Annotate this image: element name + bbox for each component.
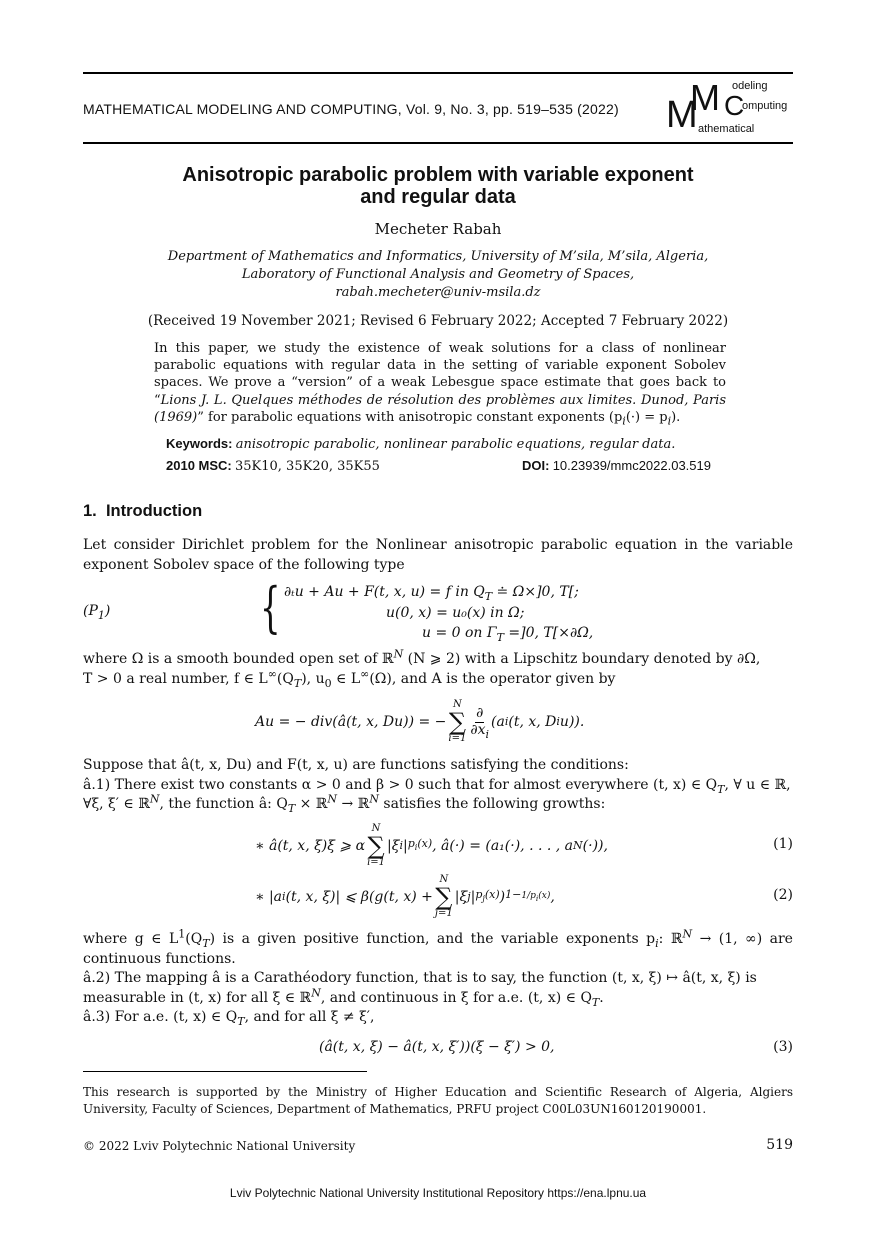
copyright: © 2022 Lviv Polytechnic National University bbox=[83, 1139, 356, 1153]
journal-logo: M M C odeling omputing athematical bbox=[666, 77, 788, 136]
conditions-continued: where g ∈ $L^1(Q_T)$ is a given positive function, and the variable exponents $p_i$: ℝ$^N$ → (1, ∞) are continuous functions. â.2) The mapping â is a Carathéodory function, that is to say, the function (t, x, ξ) ↦ â(t, x, ξ) is measurable in (t, x) for all ξ ∈ ℝ$^N$, and continuous in ξ for a.e. (t, x) ∈ $Q_T$. â.3) For a.e. (t, x) ∈ $Q_T$, and for all ξ ≠ ξ′, bbox=[83, 927, 793, 1029]
equation-1-number: (1) bbox=[773, 836, 793, 852]
journal-header bbox=[83, 101, 619, 117]
affiliation: Department of Mathematics and Informatics, University of M’sila, M’sila, Algeria, Laboratory of Functional Analysis and Geometry of Spaces, rabah.mecheter@univ-msila.dz bbox=[83, 248, 793, 302]
conditions-text: Suppose that â(t, x, Du) and F(t, x, u) are functions satisfying the conditions: â.1) There exist two constants α > 0 and β > 0 such that for almost everywhere (t, x) ∈ $Q_T$, ∀ u ∈ ℝ, ∀ξ, ξ′ ∈ ℝ$^N$, the function â: $Q_T$ × ℝ$^N$ → ℝ$^N$ satisfies the following growths: bbox=[83, 757, 791, 815]
doi: DOI: 10.23939/mmc2022.03.519 bbox=[522, 458, 711, 473]
intro-paragraph: Let consider Dirichlet problem for the Nonlinear anisotropic parabolic equation in the variable exponent Sobolev space of the following type bbox=[83, 537, 793, 573]
paper-title: Anisotropic parabolic problem with variable exponent and regular data bbox=[182, 164, 694, 208]
doi-link[interactable]: 10.23939/mmc2022.03.519 bbox=[552, 458, 711, 473]
problem-label: $(P_1)$ bbox=[83, 603, 111, 622]
volume-info: Vol. 9, No. 3, pp. 519–535 (2022) bbox=[405, 101, 619, 117]
header-top-rule bbox=[83, 72, 793, 74]
problem-system: ∂ₜu + Au + F(t, x, u) = f in $Q_T$ ≐ Ω×]0, T[; u(0, x) = u₀(x) in Ω; u = 0 on $\Gamma_T =]0$, T[×∂Ω, bbox=[284, 584, 594, 644]
journal-name: MATHEMATICAL MODELING AND COMPUTING, bbox=[83, 101, 402, 117]
author-email[interactable]: rabah.mecheter@univ-msila.dz bbox=[335, 285, 541, 300]
repository-footer[interactable]: Lviv Polytechnic National University Institutional Repository https://ena.lpnu.ua bbox=[229, 1186, 647, 1200]
received-dates: (Received 19 November 2021; Revised 6 February 2022; Accepted 7 February 2022) bbox=[147, 313, 729, 329]
header-bottom-rule bbox=[83, 142, 793, 144]
equation-2-number: (2) bbox=[773, 887, 793, 903]
equation-3-number: (3) bbox=[773, 1039, 793, 1055]
where-paragraph-1: where Ω is a smooth bounded open set of ℝ$^N$ (N ⩾ 2) with a Lipschitz boundary denoted by ∂Ω, T > 0 a real number, f ∈ $L^\infty(Q_T)$, $u_0$ ∈ L∞(Ω), and A is the operator given by bbox=[83, 647, 761, 690]
msc-codes: 2010 MSC: 35K10, 35K20, 35K55 bbox=[166, 458, 380, 474]
operator-equation: Au = − div(â(t, x, Du)) = − N ∑ i=1 $\frac{\partial}{\partial x_i}$ (a i (t, x, D i u)). bbox=[255, 699, 585, 744]
equation-1: ∗ â(t, x, ξ)ξ ⩾ α N ∑ i=1 |ξ i | $p_i(x)$ , â(·) = (a₁(·), . . . , a N (·)), (1) bbox=[255, 823, 793, 868]
keywords: Keywords: anisotropic parabolic, nonlinear parabolic equations, regular data. bbox=[166, 436, 676, 452]
problem-brace: { bbox=[260, 576, 281, 639]
author: Mecheter Rabah bbox=[374, 220, 502, 238]
section-heading: 1. Introduction bbox=[83, 502, 203, 520]
equation-2: ∗ |a i (t, x, ξ)| ⩽ β(g(t, x) + N ∑ j=1 |ξ j | $p_j(x)$ ) $1-1/p_i(x)$ , (2) bbox=[255, 874, 793, 919]
abstract: In this paper, we study the existence of weak solutions for a class of nonlinear parabolic equations with regular data in the setting of variable exponent Sobolev spaces. We prove a “version” of a weak Lebesgue space estimate that goes back to “Lions J. L. Quelques méthodes de résolution des problèmes aux limites. Dunod, Paris (1969)” for parabolic equations with anisotropic constant exponents $(p_i(\cdot) = p_i)$. bbox=[154, 341, 726, 428]
page-number: 519 bbox=[766, 1137, 793, 1153]
footnote: This research is supported by the Ministry of Higher Education and Scientific Research of Algeria, Algiers University, Faculty of Sciences, Department of Mathematics, PRFU project C00L03UN160120190001. bbox=[83, 1085, 793, 1116]
footnote-rule bbox=[83, 1071, 367, 1072]
